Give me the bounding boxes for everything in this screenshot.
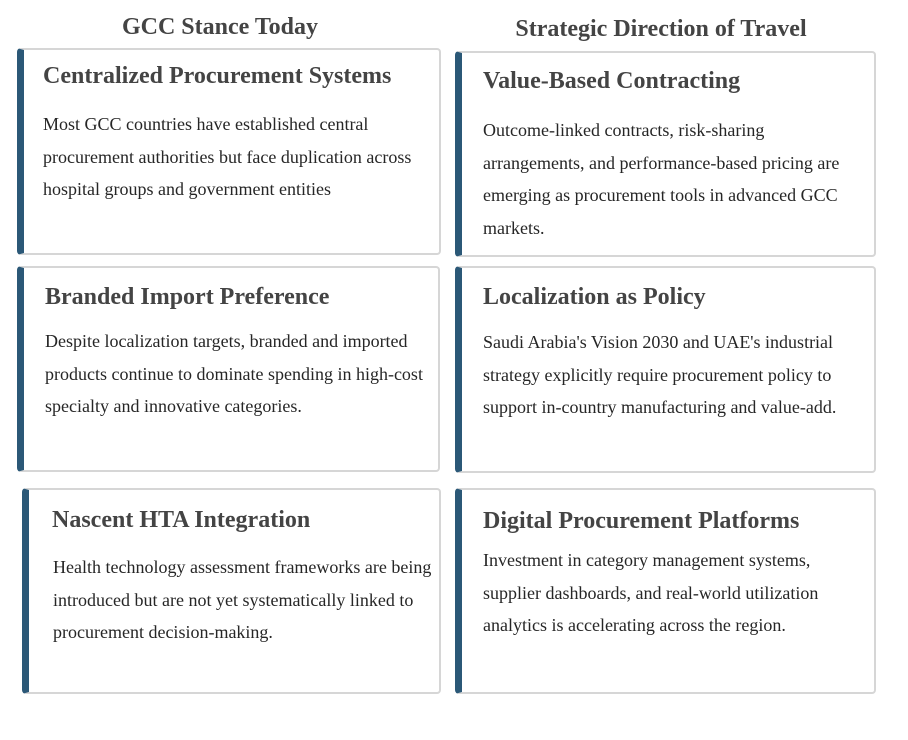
card-centralized-procurement-systems xyxy=(17,48,441,255)
card-localization-as-policy xyxy=(455,266,876,473)
card-body: Despite localization targets, branded and imported products continue to dominate spending in high-cost specialty and innovative categories. xyxy=(45,331,423,416)
card-title: Digital Procurement Platforms xyxy=(483,508,800,534)
card-title: Localization as Policy xyxy=(483,284,706,310)
column-header-gcc-stance-today: GCC Stance Today xyxy=(121,14,319,40)
card-title: Centralized Procurement Systems xyxy=(43,63,392,89)
card-body: Investment in category management systems, supplier dashboards, and real-world utilization analytics is accelerating across the region. xyxy=(483,550,819,635)
card-title: Nascent HTA Integration xyxy=(52,507,311,533)
column-header-strategic-direction: Strategic Direction of Travel xyxy=(515,16,807,42)
card-body: Health technology assessment frameworks are being introduced but are not yet systematically linked to procurement decision-making. xyxy=(53,557,432,642)
card-value-based-contracting xyxy=(455,51,876,257)
card-digital-procurement-platforms xyxy=(455,488,876,694)
card-title: Branded Import Preference xyxy=(45,284,330,310)
card-body: Most GCC countries have established central procurement authorities but face duplication across hospital groups and government entities xyxy=(43,114,412,199)
card-nascent-hta-integration xyxy=(22,488,441,694)
card-body: Outcome-linked contracts, risk-sharing arrangements, and performance-based pricing are emerging as procurement tools in advanced GCC markets. xyxy=(483,120,840,238)
card-branded-import-preference xyxy=(17,266,440,472)
card-title: Value-Based Contracting xyxy=(483,68,741,94)
card-body: Saudi Arabia's Vision 2030 and UAE's industrial strategy explicitly require procurement policy to support in-country manufacturing and value-add. xyxy=(483,332,837,417)
